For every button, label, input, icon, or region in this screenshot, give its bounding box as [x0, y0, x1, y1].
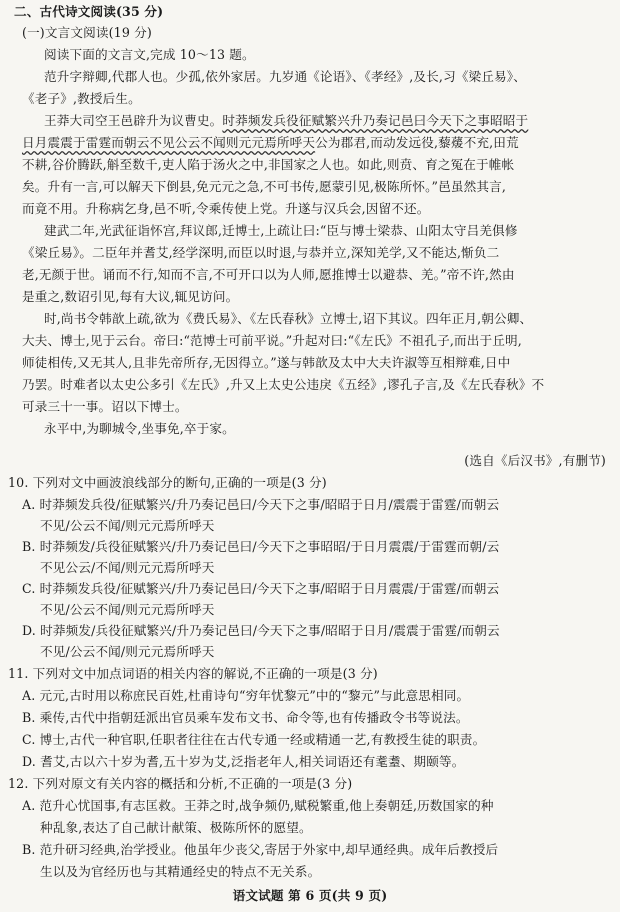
wavy-underlined-text: 时莽频发兵役征赋繁兴升乃奏记邑曰今天下之事昭昭于: [222, 113, 529, 128]
passage-line: 是重之,数诏引见,每有大议,辄见访问。: [22, 289, 239, 304]
passage-line: 不耕,谷价腾跃,斛至数千,吏人陷于汤火之中,非国家之人也。如此,则贲、育之冤在于帷帐: [22, 157, 515, 172]
passage-line: 师徒相传,又无其人,且非先帝所存,无因得立。”遂与韩歆及太中大夫许淑等互相辩难,日中: [22, 355, 511, 370]
option-10-c-cont: 不见/公云不闻/则元元焉所呼天: [40, 602, 215, 617]
passage-line: 建武二年,光武征诣怀宫,拜议郎,迁博士,上疏让曰:“臣与博士梁恭、山阳太守吕羌俱修: [44, 223, 518, 238]
option-12-b: B. 范升研习经典,治学授业。他虽年少丧父,寄居于外家中,却早通经典。成年后教授后: [22, 842, 499, 857]
passage-line: 而竟不用。升称病乞身,邑不听,令乘传使上党。升遂与汉兵会,因留不还。: [22, 201, 430, 216]
passage-text: 王莽大司空王邑辟升为议曹史。: [44, 113, 223, 128]
option-11-d: D. 耆艾,古以六十岁为耆,五十岁为艾,泛指老年人,相关词语还有耄耋、期颐等。: [22, 754, 465, 769]
passage-line: [22, 133, 519, 153]
option-10-c: C. 时莽频发兵役/征赋繁兴/升乃奏记邑曰/今天下之事/昭昭于日月震震/于雷霆/而朝云: [22, 581, 500, 596]
passage-line: 大夫、博士,见于云台。帝曰:“范博士可前平说。”升起对曰:“《左氏》不祖孔子,而出于丘明,: [22, 333, 522, 348]
wavy-underlined-text: 日月震震于雷霆而朝云不见公云不闻则元元焉所呼天: [22, 135, 316, 150]
passage-line: 可录三十一事。诏以下博士。: [22, 399, 188, 414]
passage-source: (选自《后汉书》,有删节): [464, 453, 606, 468]
option-12-b-cont: 生以及为官经历也与其精通经史的特点不无关系。: [40, 864, 321, 879]
question-12-stem: 12. 下列对原文有关内容的概括和分析,不正确的一项是(3 分): [8, 776, 353, 791]
passage-line: 老,无颜于世。诵而不行,知而不言,不可开口以为人师,愿推博士以避恭、羌。”帝不许,然由: [22, 267, 515, 282]
instruction-text: 阅读下面的文言文,完成 10～13 题。: [44, 47, 255, 62]
option-10-a-cont: 不见/公云不闻/则元元焉所呼天: [40, 518, 215, 533]
passage-text: 公为郡君,而动发远役,藜蕿不充,田荒: [315, 135, 519, 150]
question-10-stem: 10. 下列对文中画波浪线部分的断句,正确的一项是(3 分): [8, 475, 327, 490]
option-12-a: A. 范升心忧国事,有志匡救。王莽之时,战争频仍,赋税繁重,他上奏朝廷,历数国家的种: [22, 798, 494, 813]
passage-line: [44, 111, 528, 131]
passage-line: 矣。升有一言,可以解天下倒县,免元元之急,不可书传,愿蒙引见,极陈所怀。”邑虽然其言,: [22, 179, 506, 194]
passage-line: 《梁丘易》。二臣年并耆艾,经学深明,而臣以时退,与恭并立,深知羌学,又不能达,惭负二: [22, 245, 500, 260]
section-title: 二、古代诗文阅读(35 分): [14, 4, 164, 19]
passage-line: 乃罢。时难者以太史公多引《左氏》,升又上太史公违戾《五经》,谬孔子言,及《左氏春秋》不: [22, 377, 545, 392]
passage-line: 永平中,为聊城令,坐事免,卒于家。: [44, 421, 235, 436]
page-footer: 语文试题 第 6 页(共 9 页): [232, 888, 388, 903]
option-11-a: A. 元元,古时用以称庶民百姓,杜甫诗句“穷年忧黎元”中的“黎元”与此意思相同。: [22, 688, 470, 703]
question-11-stem: 11. 下列对文中加点词语的相关内容的解说,不正确的一项是(3 分): [8, 666, 378, 681]
option-10-a: A. 时莽频发兵役/征赋繁兴/升乃奏记邑曰/今天下之事/昭昭于日月/震震于雷霆/而朝云: [22, 497, 500, 512]
subsection-title: (一)文言文阅读(19 分): [22, 25, 152, 40]
option-11-b: B. 乘传,古代中指朝廷派出官员乘车发布文书、命令等,也有传播政令书等说法。: [22, 710, 469, 725]
option-10-d: D. 时莽频发/兵役征赋繁兴/升乃奏记邑曰/今天下之事/昭昭于日月/震震于雷霆/而朝云: [22, 623, 500, 638]
passage-line: 范升字辩卿,代郡人也。少孤,依外家居。九岁通《论语》、《孝经》,及长,习《梁丘易》、: [44, 69, 526, 84]
option-12-a-cont: 种乱象,表达了自己献计献策、极陈所怀的愿望。: [40, 820, 312, 835]
option-10-b: B. 时莽频发/兵役征赋繁兴/升乃奏记邑曰/今天下之事昭昭/于日月震震/于雷霆而朝/云: [22, 539, 500, 554]
option-10-d-cont: 不见/公云不闻/则元元焉所呼天: [40, 644, 215, 659]
passage-line: 《老子》,教授后生。: [22, 91, 141, 106]
option-10-b-cont: 不见公云/不闻/则元元焉所呼天: [40, 560, 215, 575]
option-11-c: C. 博士,古代一种官职,任职者往往在古代专通一经或精通一艺,有教授生徒的职责。: [22, 732, 486, 747]
passage-line: 时,尚书令韩歆上疏,欲为《费氏易》、《左氏春秋》立博士,诏下其议。四年正月,朝公卿、: [44, 311, 533, 326]
